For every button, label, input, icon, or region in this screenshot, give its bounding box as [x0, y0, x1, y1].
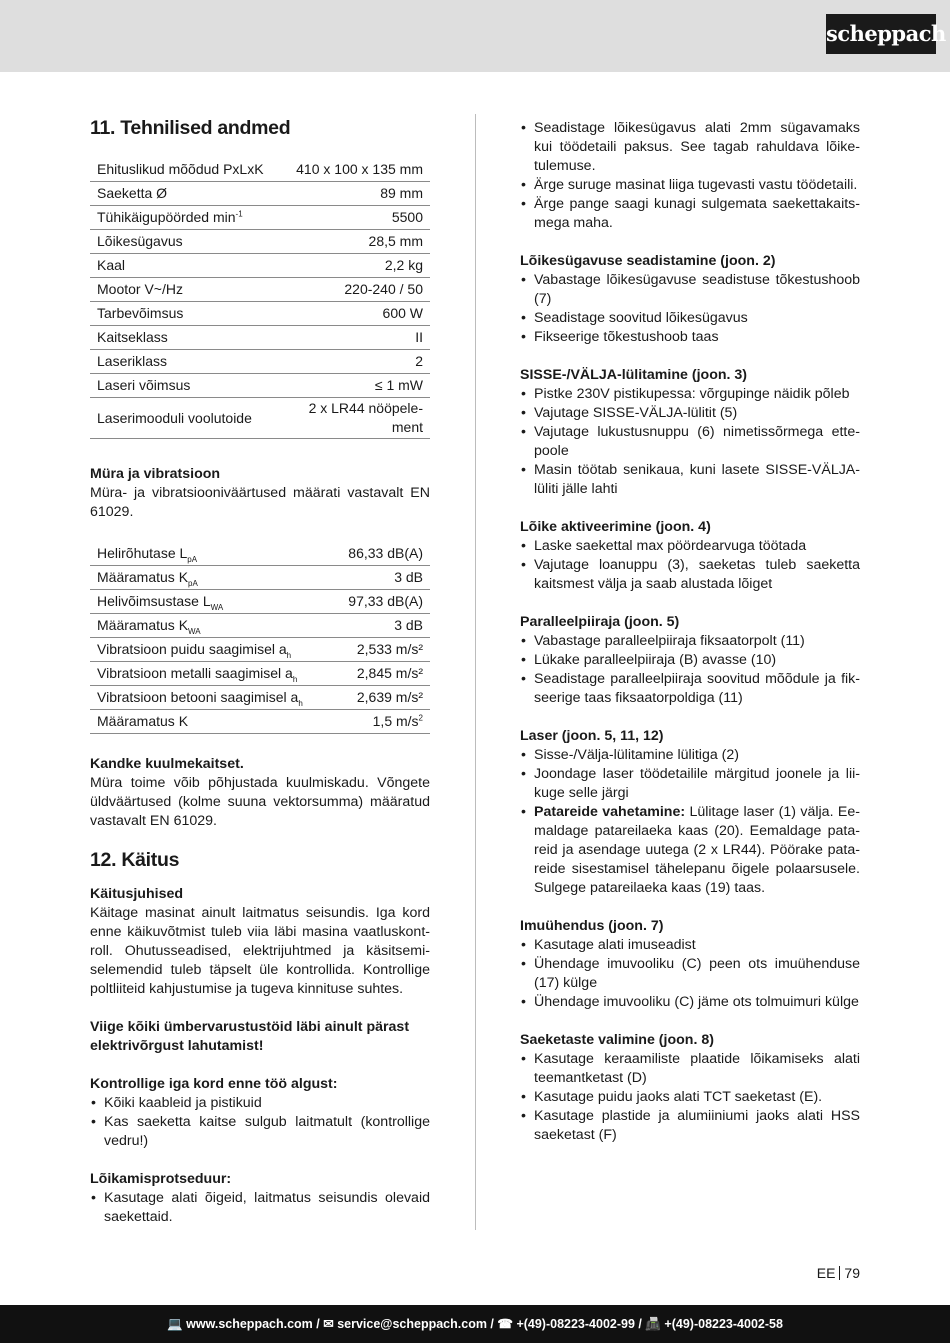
list-item: • Kasutage alati õigeid, laitmatus seisundis olevaid saekettaid.: [90, 1189, 430, 1227]
hearing-text: Müra toime võib põhjustada kuulmiskadu. Võngete üldväärtused (kolme suuna vektorsumma) määratud vastavalt EN 61029.: [90, 775, 430, 829]
list-item: • Vabastage paralleelpiiraja fiksaatorpolt (11): [520, 632, 860, 651]
list-item: • Ärge pange saagi kunagi sulgemata saekettakaitsmega maha.: [520, 195, 860, 233]
noise-label: Vibratsioon puidu saagimisel $a_h$: [90, 638, 332, 662]
noise-row: [90, 662, 430, 686]
list-item: • Vajutage SISSE-VÄLJA-lülitit (5): [520, 404, 860, 423]
check-list: [90, 1094, 430, 1151]
spec-row: [90, 302, 430, 326]
noise-label: Määramatus K: [90, 710, 332, 734]
noise-row: [90, 614, 430, 638]
cutting-heading: Lõikamisprotseduur:: [90, 1171, 232, 1187]
check-heading: Kontrollige iga kord enne töö algust:: [90, 1076, 338, 1092]
noise-label: Vibratsioon metalli saagimisel $a_h$: [90, 662, 332, 686]
list-item: • Kasutage plastide ja alumiiniumi jaoks alati HSS saeketast (F): [520, 1107, 860, 1145]
battery-text: Lülitage laser (1) välja. Eemaldage patareilaeka kaas (20). Eemaldage patareid ja asendage uutega (2 x LR44). Pöörake patareide sisestamisel tähelepanu õigele polaarsusele. Sulgege patareilaeka kaas (19) taas.: [534, 804, 860, 896]
blade-selection-heading: Saeketaste valimine (joon. 8): [520, 1032, 714, 1048]
list-item: • Laske saekettal max pöördearvuga töötada: [520, 537, 860, 556]
spec-value: ≤ 1 mW: [281, 374, 430, 398]
list-item: • Seadistage paralleelpiiraja soovitud mõõdule ja fikseerige taas fiksaatorpoldiga (11): [520, 670, 860, 708]
top-list: [520, 119, 860, 233]
noise-heading: Müra ja vibratsioon: [90, 466, 221, 482]
list-item: • Kasutage alati imuseadist: [520, 936, 860, 955]
cutting-list: [90, 1189, 430, 1227]
spec-table: [90, 158, 430, 439]
instructions-heading: Käitusjuhised: [90, 886, 184, 902]
list-item: • Fikseerige tõkestushoob taas: [520, 328, 860, 347]
spec-row: [90, 398, 430, 439]
section-title-technical-data: 11. Tehnilised andmed: [90, 117, 291, 139]
computer-icon: 💻: [167, 1317, 183, 1331]
noise-value: 3 dB: [332, 614, 430, 638]
list-item: • Kasutage puidu jaoks alati TCT saeketast (E).: [520, 1088, 860, 1107]
noise-value: 2,639 m/s²: [332, 686, 430, 710]
noise-text: Müra- ja vibratsiooniväärtused määrati vastavalt EN 61029.: [90, 485, 430, 520]
noise-row: [90, 638, 430, 662]
spec-label: Laseriklass: [90, 350, 281, 374]
noise-label: Vibratsioon betooni saagimisel $a_h$: [90, 686, 332, 710]
spec-row: [90, 278, 430, 302]
brand-logo: scheppach: [826, 14, 936, 54]
noise-value: 3 dB: [332, 566, 430, 590]
spec-value: 600 W: [281, 302, 430, 326]
spec-value: 220-240 / 50: [281, 278, 430, 302]
spec-value: 28,5 mm: [281, 230, 430, 254]
spec-value: II: [281, 326, 430, 350]
spec-row: [90, 182, 430, 206]
fax-icon: 📠: [645, 1317, 661, 1331]
list-item: • Ühendage imuvooliku (C) peen ots imuühenduse (17) külge: [520, 955, 860, 993]
list-item: • Kasutage keraamiliste plaatide lõikamiseks alati teemantketast (D): [520, 1050, 860, 1088]
spec-label: Laseri võimsus: [90, 374, 281, 398]
list-item: • Kas saeketta kaitse sulgub laitmatult (kontrollige vedru!): [90, 1113, 430, 1151]
list-item: • Lükake paralleelpiiraja (B) avasse (10): [520, 651, 860, 670]
spec-label: Tühikäigupöörded $\min^{-1}$: [90, 206, 281, 230]
noise-label: Määramatus $K_{pA}$: [90, 566, 332, 590]
spec-label: Lõikesügavus: [90, 230, 281, 254]
page-number: EE 79: [816, 1265, 860, 1281]
noise-label: Helivõimsustase $L_{WA}$: [90, 590, 332, 614]
laser-list: [520, 746, 860, 898]
spec-label: Laserimooduli voolutoide: [90, 398, 281, 439]
switch-list: [520, 385, 860, 499]
noise-row: [90, 590, 430, 614]
spec-row: [90, 374, 430, 398]
spec-label: Kaal: [90, 254, 281, 278]
spec-label: Saeketta Ø: [90, 182, 281, 206]
warning-text: Viige kõiki ümbervarustustöid läbi ainult pärast elektrivõrgust lahutamist!: [90, 1019, 410, 1054]
section-title-operation: 12. Käitus: [90, 849, 180, 871]
cut-activation-heading: Lõike aktiveerimine (joon. 4): [520, 519, 711, 535]
instructions-text: Käitage masinat ainult laitmatus seisundis. Iga kord enne käikuvõtmist tuleb viia läbi masina vaatluskontroll. Ohutusseadised, elektrijuhtmed ja käsitsemiselemendid tuleb täpselt üle kontrollida. Kontrollige poltliiteid kahjustumise ja tugeva kinnituse suhtes.: [90, 905, 430, 997]
parallel-guide-heading: Paralleelpiiraja (joon. 5): [520, 614, 680, 630]
spec-value: 2,2 kg: [281, 254, 430, 278]
mail-icon: ✉: [323, 1317, 334, 1331]
noise-label: Helirõhutase $L_{pA}$: [90, 542, 332, 566]
noise-value: 2,845 m/s²: [332, 662, 430, 686]
spec-label: Mootor V~/Hz: [90, 278, 281, 302]
right-column: [520, 0, 860, 1145]
spec-row: [90, 206, 430, 230]
phone-number: +(49)-08223-4002-99: [516, 1317, 635, 1331]
list-item: • Seadistage lõikesügavus alati 2mm sügavamaks kui töödetaili paksus. See tagab rahuldava lõiketulemuse.: [520, 119, 860, 176]
spec-row: [90, 230, 430, 254]
noise-value: 2,533 m/s²: [332, 638, 430, 662]
spec-value: 5500: [281, 206, 430, 230]
laser-heading: Laser (joon. 5, 11, 12): [520, 728, 664, 744]
spec-label: Ehituslikud mõõdud PxLxK: [90, 158, 281, 182]
hearing-heading: Kandke kuulmekaitset.: [90, 756, 244, 772]
suction-heading: Imuühendus (joon. 7): [520, 918, 664, 934]
list-item: • Joondage laser töödetailile märgitud joonele ja liikuge selle järgi: [520, 765, 860, 803]
spec-row: [90, 326, 430, 350]
list-item: • Vajutage lukustusnuppu (6) nimetissõrmega ettepoole: [520, 423, 860, 461]
list-item: • Seadistage soovitud lõikesügavus: [520, 309, 860, 328]
spec-value: 410 x 100 x 135 mm: [281, 158, 430, 182]
parallel-guide-list: [520, 632, 860, 708]
phone-icon: ☎: [497, 1317, 513, 1331]
noise-value: 1,5 $m/s^2$: [332, 710, 430, 734]
list-item: • Sisse-/Välja-lülitamine lülitiga (2): [520, 746, 860, 765]
noise-table: [90, 542, 430, 734]
fax-number: +(49)-08223-4002-58: [664, 1317, 783, 1331]
list-item: [520, 803, 860, 898]
column-divider: [475, 114, 476, 1230]
spec-value: 89 mm: [281, 182, 430, 206]
list-item: • Pistke 230V pistikupessa: võrgupinge näidik põleb: [520, 385, 860, 404]
footer-bar: 💻 www.scheppach.com / ✉ service@scheppach.com / ☎ +(49)-08223-4002-99 / 📠 +(49)-08223-4002-58: [0, 1305, 950, 1343]
spec-value: 2 x LR44 nööpele- ment: [281, 398, 430, 439]
email-link[interactable]: service@scheppach.com: [337, 1317, 487, 1331]
left-column: [90, 0, 430, 1227]
spec-row: [90, 254, 430, 278]
noise-row: [90, 566, 430, 590]
battery-label: Patareide vahetamine:: [534, 804, 686, 820]
list-item: • Ärge suruge masinat liiga tugevasti vastu töödetaili.: [520, 176, 860, 195]
depth-list: [520, 271, 860, 347]
noise-value: 97,33 dB(A): [332, 590, 430, 614]
website-link[interactable]: www.scheppach.com: [186, 1317, 313, 1331]
cut-activation-list: [520, 537, 860, 594]
spec-value: 2: [281, 350, 430, 374]
noise-label: Määramatus $K_{WA}$: [90, 614, 332, 638]
depth-heading: Lõikesügavuse seadistamine (joon. 2): [520, 253, 776, 269]
suction-list: [520, 936, 860, 1012]
noise-row: [90, 710, 430, 734]
noise-value: 86,33 dB(A): [332, 542, 430, 566]
list-item: • Vajutage loanuppu (3), saeketas tuleb saeketta kaitsmest välja ja saab alustada lõiget: [520, 556, 860, 594]
list-item: • Kõiki kaableid ja pistikuid: [90, 1094, 430, 1113]
list-item: • Masin töötab senikaua, kuni lasete SISSE-VÄLJA-lüliti jälle lahti: [520, 461, 860, 499]
list-item: • Vabastage lõikesügavuse seadistuse tõkestushoob (7): [520, 271, 860, 309]
noise-row: [90, 542, 430, 566]
list-item: • Ühendage imuvooliku (C) jäme ots tolmuimuri külge: [520, 993, 860, 1012]
noise-row: [90, 686, 430, 710]
blade-selection-list: [520, 1050, 860, 1145]
spec-row: [90, 158, 430, 182]
spec-label: Kaitseklass: [90, 326, 281, 350]
switch-heading: SISSE-/VÄLJA-lülitamine (joon. 3): [520, 367, 748, 383]
spec-row: [90, 350, 430, 374]
spec-label: Tarbevõimsus: [90, 302, 281, 326]
